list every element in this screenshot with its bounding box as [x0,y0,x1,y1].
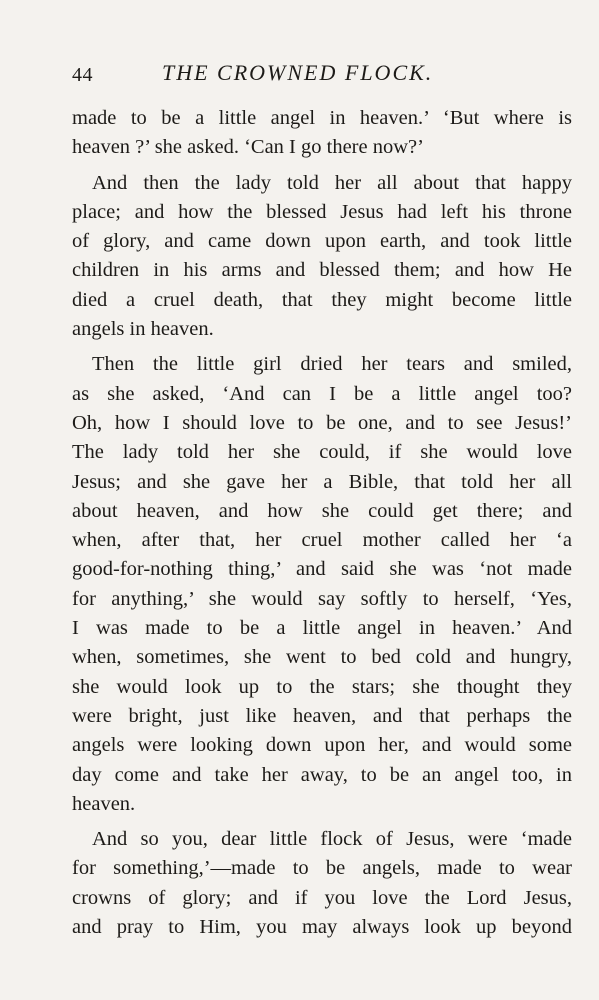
text-line: angels were looking down upon her, and would some [72,734,572,757]
text-line: angels in heaven. [72,318,214,341]
text-line: place; and how the blessed Jesus had left his throne [72,200,572,223]
paragraph [72,350,572,819]
text-line: I was made to be a little angel in heaven.’ And [72,617,572,640]
text-line: good-for-nothing thing,’ and said she was ‘not made [72,558,572,581]
text-line: children in his arms and blessed them; and how He [72,259,572,282]
text-line: she would look up to the stars; she thought they [72,675,572,698]
text-line: for something,’—made to be angels, made to wear [72,857,572,880]
paragraph [72,104,572,163]
paragraph [72,825,572,942]
body-text [72,104,572,942]
text-line: when, after that, her cruel mother called her ‘a [72,529,572,552]
text-line: heaven. [72,792,136,815]
text-line: of glory, and came down upon earth, and took little [72,230,572,253]
text-line: when, sometimes, she went to bed cold and hungry, [72,646,572,669]
text-line: about heaven, and how she could get there; and [72,499,572,522]
page-header [72,60,572,90]
text-line: died a cruel death, that they might become little [72,288,572,311]
running-title: THE CROWNED FLOCK. [162,60,434,85]
text-line: and pray to Him, you may always look up beyond [72,916,572,939]
text-line: heaven ?’ she asked. ‘Can I go there now?’ [72,136,424,159]
text-line: Oh, how I should love to be one, and to see Jesus!’ [72,411,572,434]
text-line: The lady told her she could, if she would love [72,441,572,464]
text-line: made to be a little angel in heaven.’ ‘But where is [72,107,572,129]
text-line: Then the little girl dried her tears and smiled, [92,353,572,376]
text-line: were bright, just like heaven, and that perhaps the [72,704,572,727]
page-number: 44 [72,64,93,86]
text-line: Jesus; and she gave her a Bible, that told her all [72,470,572,493]
text-line: And then the lady told her all about that happy [92,171,572,194]
text-line: day come and take her away, to be an angel too, in [72,763,572,786]
text-line: for anything,’ she would say softly to herself, ‘Yes, [72,587,572,610]
paragraph [72,169,572,345]
text-line: And so you, dear little flock of Jesus, were ‘made [92,828,572,851]
text-line: crowns of glory; and if you love the Lord Jesus, [72,886,572,909]
text-line: as she asked, ‘And can I be a little angel too? [72,382,572,405]
